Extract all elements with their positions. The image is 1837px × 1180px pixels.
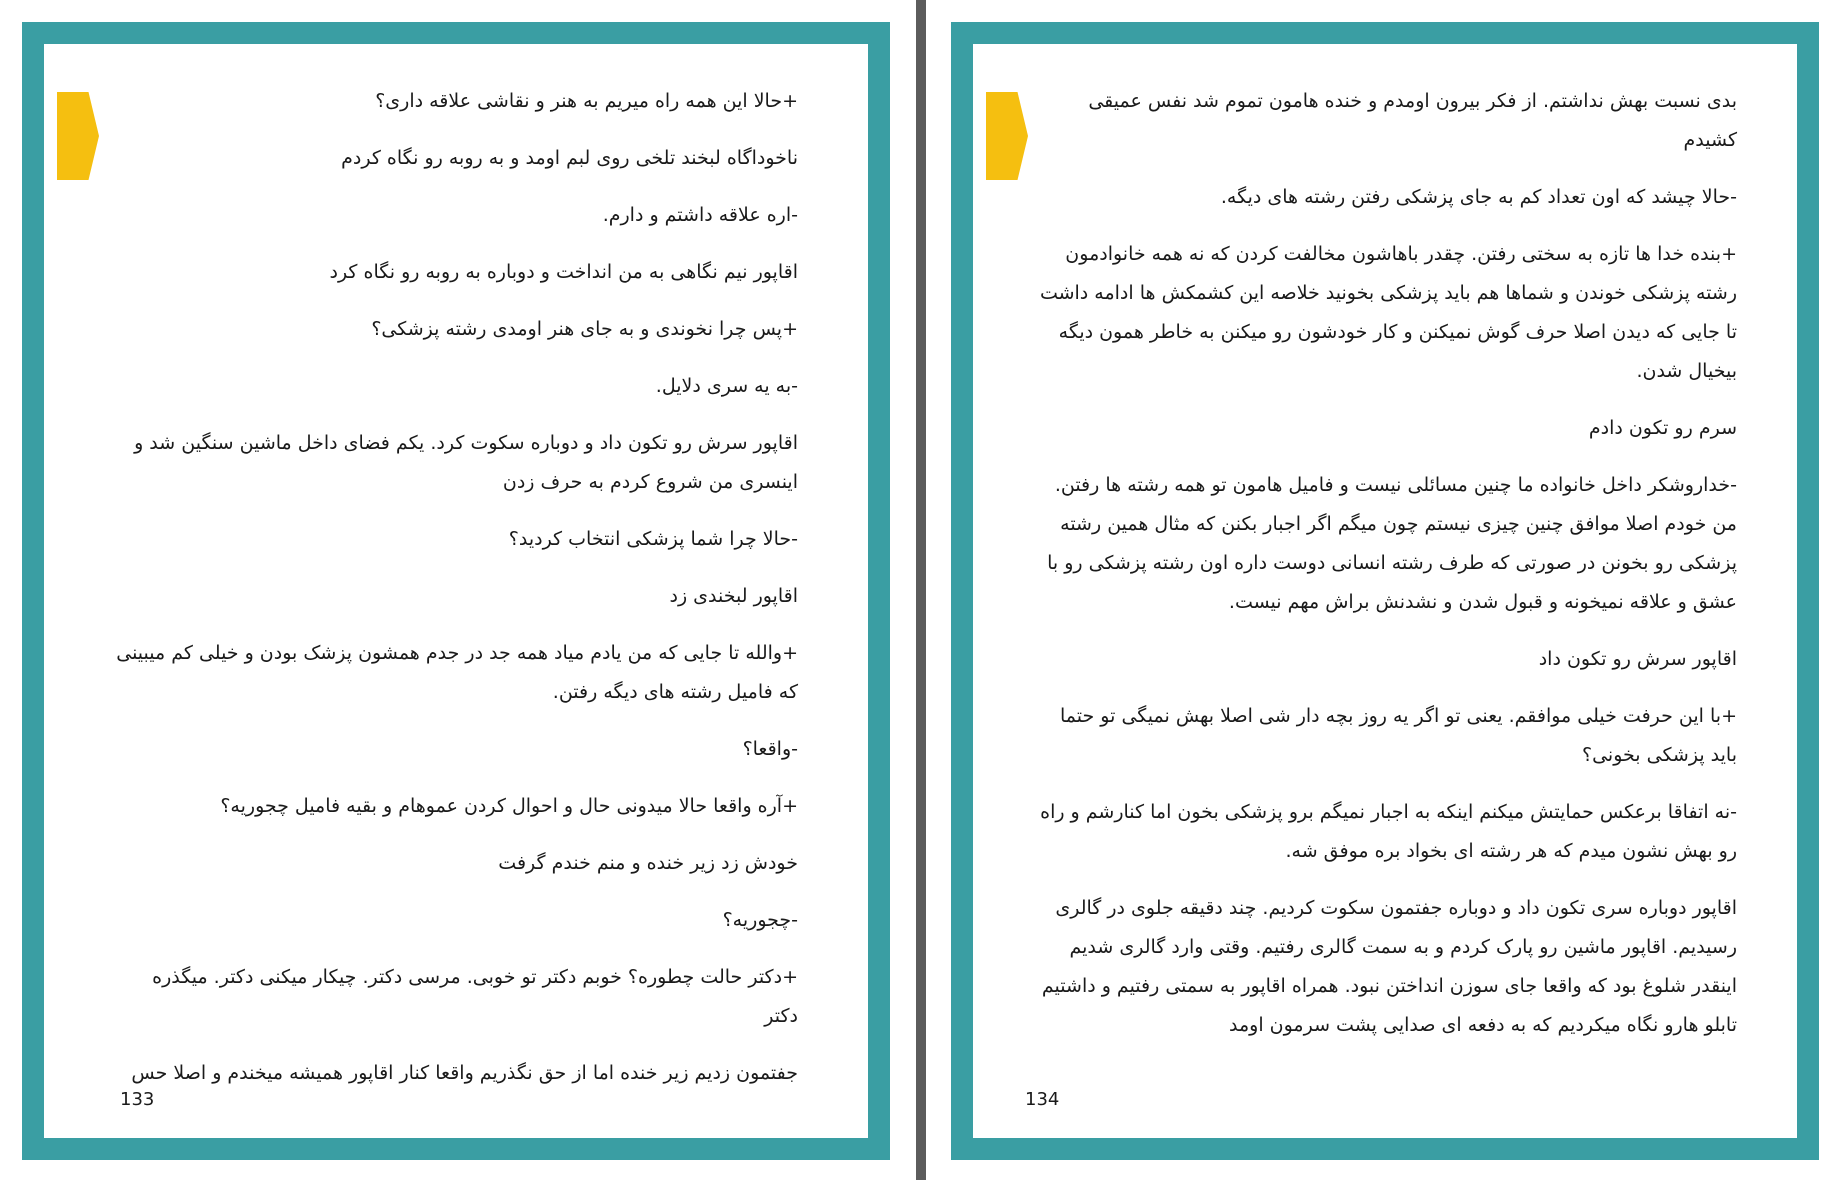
right-page-text xyxy=(1033,82,1737,1063)
paragraph: +بنده خدا ها تازه به سختی رفتن. چقدر باهاشون مخالفت کردن که نه همه خانوادمون رشته پزشکی خوندن و شماها هم باید پزشکی بخونید خلاصه این کشمکش ها ادامه داشت تا جایی که دیدن اصلا حرف گوش نمیکنن و کار خودشون رو میکنن به خاطر همون دیگه بیخیال شدن. xyxy=(1039,243,1737,382)
paragraph: +دکتر حالت چطوره؟ خوبم دکتر تو خوبی. مرسی دکتر. چیکار میکنی دکتر. میگذره دکتر xyxy=(152,966,798,1027)
paragraph: سرم رو تکون دادم xyxy=(1588,417,1737,439)
paragraph: -اره علاقه داشتم و دارم. xyxy=(602,204,798,226)
paragraph: -واقعا؟ xyxy=(742,738,798,760)
paragraph: +آره واقعا حالا میدونی حال و احوال کردن عموهام و بقیه فامیل چجوریه؟ xyxy=(220,795,798,817)
paragraph: +حالا این همه راه میریم به هنر و نقاشی علاقه داری؟ xyxy=(375,90,798,112)
bookmark-tab xyxy=(986,92,1028,180)
bookmark-tab xyxy=(57,92,99,180)
paragraph: +با این حرفت خیلی موافقم. یعنی تو اگر یه روز بچه دار شی اصلا بهش نمیگی تو حتما باید پزشکی بخونی؟ xyxy=(1060,705,1737,766)
paragraph: اقاپور نیم نگاهی به من انداخت و دوباره به روبه رو نگاه کرد xyxy=(329,261,798,283)
paragraph: اقاپور سرش رو تکون داد و دوباره سکوت کرد. یکم فضای داخل ماشین سنگین شد و اینسری من شروع کردم به حرف زدن xyxy=(134,432,798,493)
page-number: 133 xyxy=(120,1089,155,1110)
paragraph: -چجوریه؟ xyxy=(722,909,798,931)
book-gutter xyxy=(916,0,926,1180)
paragraph: جفتمون زدیم زیر خنده اما از حق نگذریم واقعا کنار اقاپور همیشه میخندم و اصلا حس xyxy=(131,1062,798,1084)
right-page-content xyxy=(973,44,1797,1138)
left-page-content xyxy=(44,44,868,1138)
paragraph: +والله تا جایی که من یادم میاد همه جد در جدم همشون پزشک بودن و خیلی کم میبینی که فامیل رشته های دیگه رفتن. xyxy=(116,642,798,703)
paragraph: اقاپور لبخندی زد xyxy=(669,585,798,607)
right-page xyxy=(951,22,1819,1160)
page-number: 134 xyxy=(1025,1089,1060,1110)
paragraph: -به یه سری دلایل. xyxy=(655,375,798,397)
paragraph: اقاپور دوباره سری تکون داد و دوباره جفتمون سکوت کردیم. چند دقیقه جلوی در گالری رسیدیم. اقاپور ماشین رو پارک کردم و به سمت گالری رفتیم. وقتی وارد گالری شدیم اینقدر شلوغ بود که واقعا جای سوزن انداختن نبود. همراه اقاپور به سمتی رفتیم و داشتیم تابلو هارو نگاه میکردیم که به دفعه ای صدایی پشت سرمون اومد xyxy=(1041,897,1737,1036)
paragraph: -نه اتفاقا برعکس حمایتش میکنم اینکه به اجبار نمیگم برو پزشکی بخون اما کنارشم و راه رو بهش نشون میدم که هر رشته ای بخواد بره موفق شه. xyxy=(1040,801,1737,862)
paragraph: اقاپور سرش رو تکون داد xyxy=(1538,648,1737,670)
paragraph: +پس چرا نخوندی و به جای هنر اومدی رشته پزشکی؟ xyxy=(371,318,798,340)
paragraph: بدی نسبت بهش نداشتم. از فکر بیرون اومدم و خنده هامون تموم شد نفس عمیقی کشیدم xyxy=(1088,90,1737,151)
paragraph: خودش زد زیر خنده و منم خندم گرفت xyxy=(498,852,798,874)
paragraph: -خداروشکر داخل خانواده ما چنین مسائلی نیست و فامیل هامون تو همه رشته ها رفتن. من خودم اصلا موافق چنین چیزی نیستم چون میگم اگر اجبار بکنن که مثال همین رشته پزشکی رو بخونن در صورتی که طرف رشته انسانی دوست داره اون رشته پزشکی رو با عشق و علاقه نمیخونه و قبول شدن و نشدنش براش مهم نیست. xyxy=(1047,474,1737,613)
left-page xyxy=(22,22,890,1160)
paragraph: -حالا چرا شما پزشکی انتخاب کردید؟ xyxy=(508,528,798,550)
paragraph: ناخوداگاه لبخند تلخی روی لبم اومد و به روبه رو نگاه کردم xyxy=(341,147,798,169)
paragraph: -حالا چیشد که اون تعداد کم به جای پزشکی رفتن رشته های دیگه. xyxy=(1220,186,1737,208)
left-page-text xyxy=(114,82,798,1111)
